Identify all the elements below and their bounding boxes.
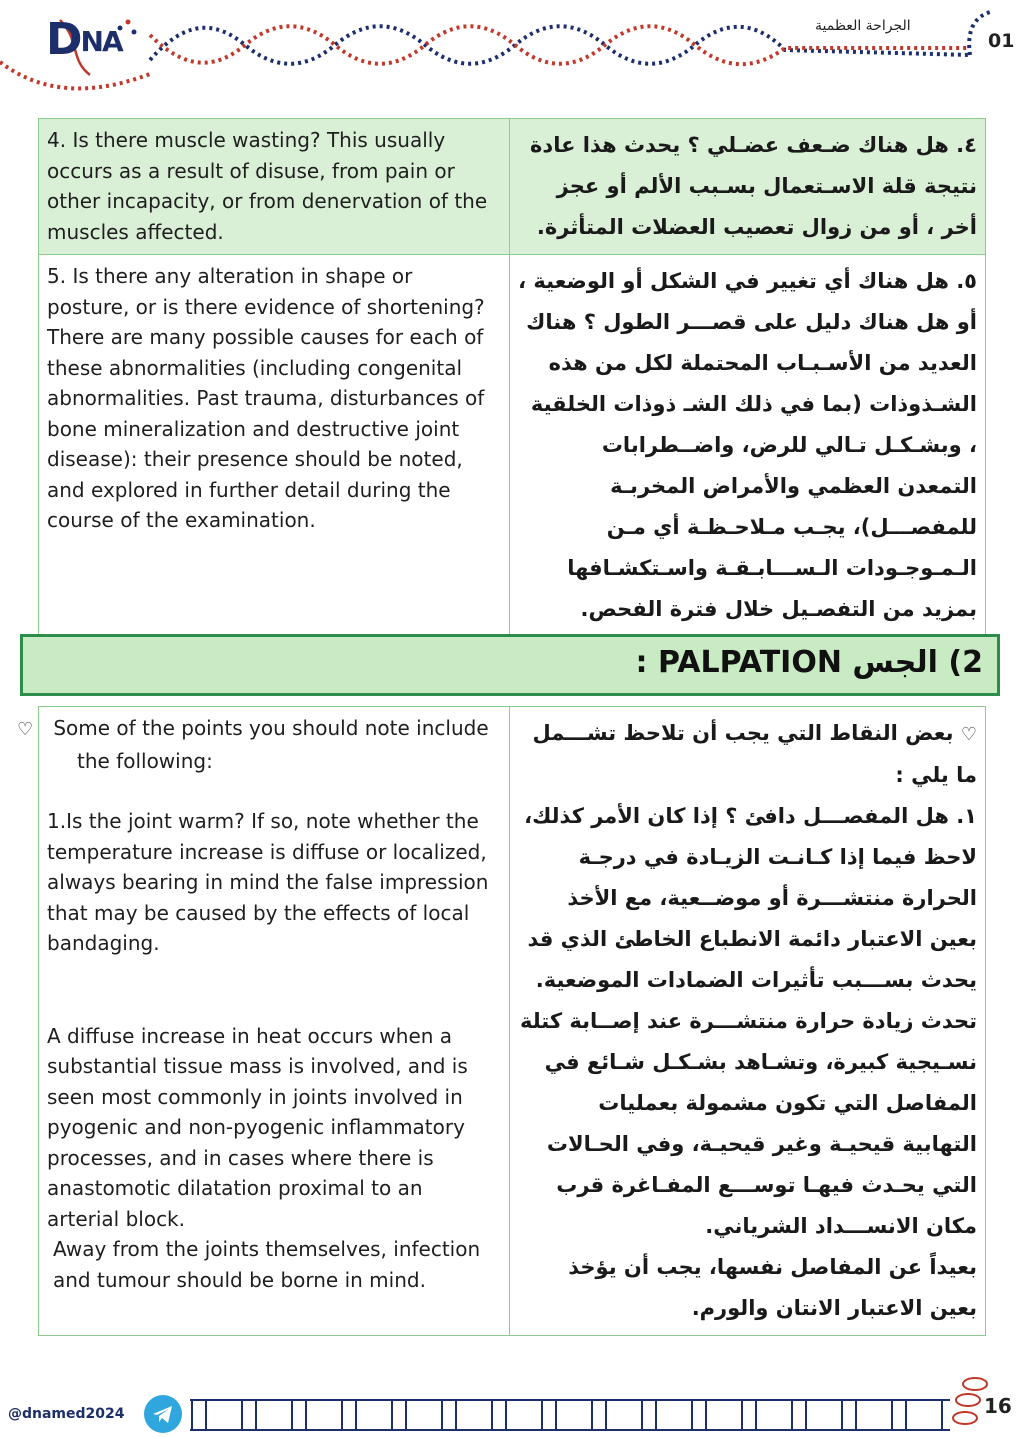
arabic-cell: ٤. هل هناك ضـعف عضـلي ؟ يحدث هذا عادة نتيجة قلة الاسـتعمال بسـبب الألم أو عجز أخر ، أو من زوال تعصيب العضلات المتأثرة. — [530, 133, 977, 239]
palpation-table — [17, 706, 986, 1336]
subject-title: الجراحة العظمية — [815, 18, 911, 34]
dna-logo: DNA — [46, 14, 122, 65]
arabic-paragraph-2: تحدث زيادة حرارة منتشـــرة عند إصــابة كتلة نسـيجية كبيرة، وتشـاهد بشـكـل شـائع في المفاصل التي تكون مشمولة بعمليات التهابية قيحيـة وغير قيحيـة، وفي الحـالات التي يحـدث فيهـا توســـع المفـاغرة قرب مكان الانســـداد الشرياني. — [519, 1009, 977, 1238]
history-table — [38, 118, 986, 637]
arabic-paragraph-3: بعيداً عن المفاصل نفسها، يجب أن يؤخذ بعين الاعتبار الانتان والورم. — [568, 1255, 977, 1320]
english-cell: 5. Is there any alteration in shape or posture, or is there evidence of shortening? There are many possible causes for each of these abnormalities (including congenital abnormalities. Past trauma, disturbances of bone mineralization and destructive joint disease): their presence should be noted, and explored in further detail during the course of the examination. — [47, 264, 485, 532]
heart-icon: ♡ — [960, 724, 977, 745]
table-row — [39, 707, 986, 1336]
section-heading-palpation — [20, 634, 1000, 696]
telegram-handle[interactable]: @dnamed2024 — [8, 1406, 125, 1422]
dna-border-decoration — [0, 1370, 1024, 1438]
page-footer — [0, 1370, 1024, 1438]
page-number: 16 — [984, 1394, 1012, 1418]
table-row — [39, 119, 986, 255]
english-intro: ♡ Some of the points you should note include the following: — [17, 716, 489, 773]
section-title: 2) الجس PALPATION : — [635, 645, 983, 680]
english-point-1: 1.Is the joint warm? If so, note whether the temperature increase is diffuse or localized, always bearing in mind the false impression that may be caused by the effects of local bandaging. — [47, 809, 489, 955]
arabic-point-1: ١. هل المفصـــل دافئ ؟ إذا كان الأمر كذلك، لاحظ فيما إذا كـانـت الزيـادة في درجـة الحرارة منتشـــرة أو موضــعية، مع الأخذ بعين الاعتبار دائمة الانطباع الخاطئ الذي قد يحدث بســـبب تأثيرات الضمادات الموضعية. — [524, 804, 977, 992]
english-paragraph-2: A diffuse increase in heat occurs when a substantial tissue mass is involved, and is seen most commonly in joints involved in pyogenic and non-pyogenic inflammatory processes, and in cases where there is anastomotic dilatation proximal to an arterial block. — [47, 1023, 468, 1231]
arabic-cell: ٥. هل هناك أي تغيير في الشكل أو الوضعية ، أو هل هناك دليل على قصـــر الطول ؟ هناك العديد من الأسـبـاب المحتملة لكل من هذه الشـذوذات (بما في ذلك الشـ ذوذات الخلقية ، وبشـكـل تـالي للرض، واضــطرابات التمعدن العظمي والأمراض المخربـة للمفصـــل)، يجـب مـلاحـظـة أي مـن الـمـوجـودات الـســـابـقـة واسـتكشـافها بمزيد من التفصـيل خلال فترة الفحص. — [518, 269, 977, 621]
lecture-number: 01 — [988, 30, 1015, 52]
page-header — [0, 0, 1024, 110]
english-cell: 4. Is there muscle wasting? This usually occurs as a result of disuse, from pain or other incapacity, or from denervation of the muscles affected. — [47, 128, 488, 244]
dna-strand-decoration — [0, 0, 1024, 110]
table-row — [39, 255, 986, 637]
arabic-intro: ♡ بعض النقاط التي يجب أن تلاحظ تشـــمل ما يلي : — [518, 713, 977, 796]
english-paragraph-3: Away from the joints themselves, infection and tumour should be borne in mind. — [53, 1237, 481, 1292]
